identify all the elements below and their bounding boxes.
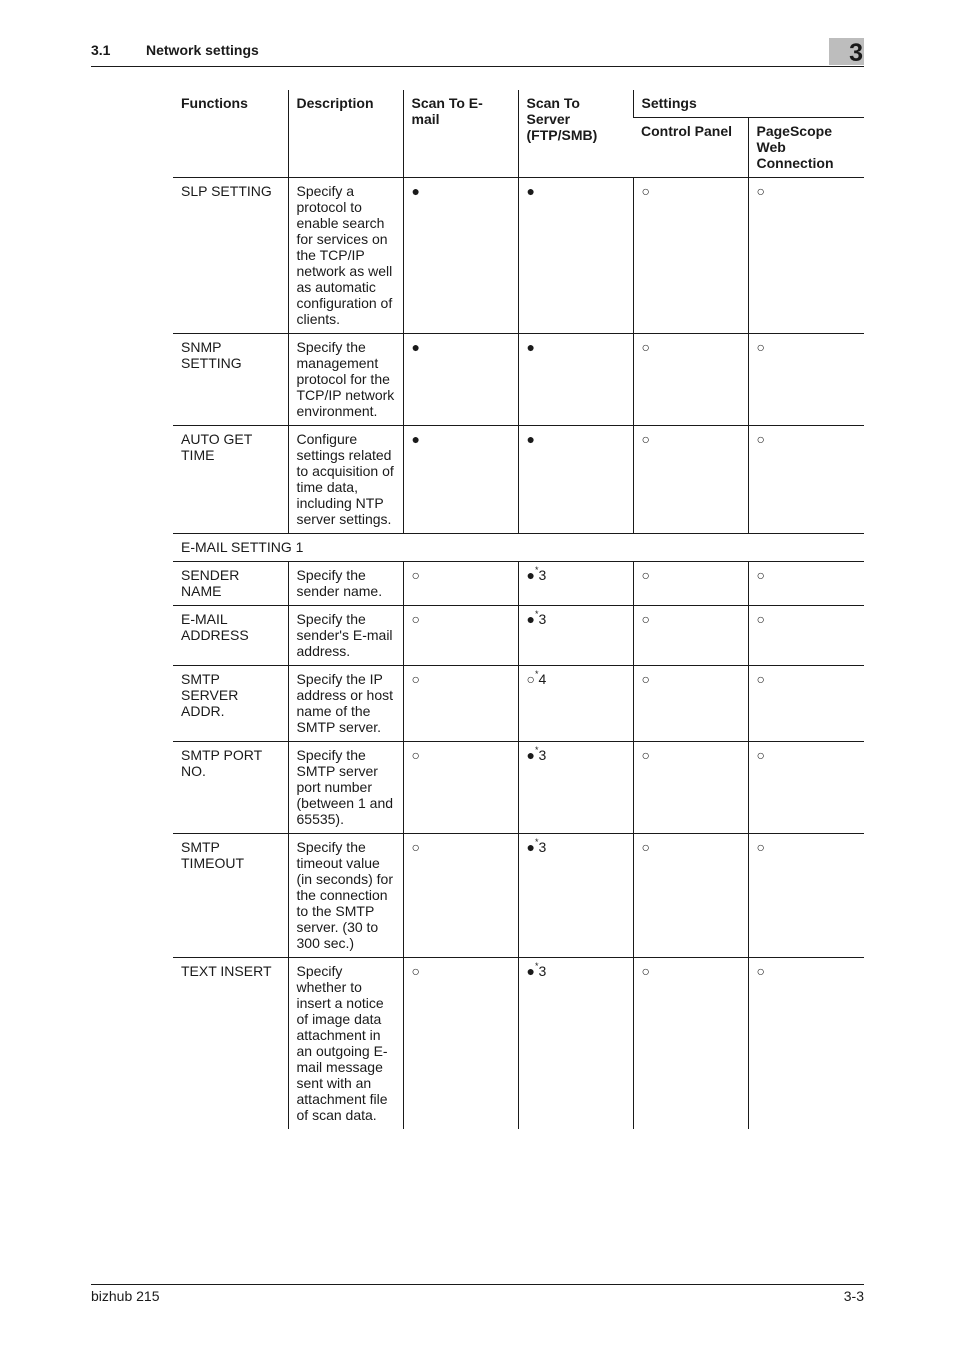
section-number: 3.1 [91,42,111,58]
pagescope-cell [748,666,864,742]
mark-symbol: ○ [411,839,420,855]
availability-mark [527,963,547,979]
availability-mark [757,431,765,447]
mark-symbol: ○ [756,339,765,355]
header-scan-to-server: Scan To Server (FTP/SMB) [518,90,633,178]
footnote-number: 3 [538,963,547,979]
availability-mark [527,339,535,355]
pagescope-cell [748,178,864,334]
function-cell: SLP SETTING [173,178,288,334]
pagescope-cell [748,742,864,834]
section-label: E-MAIL SETTING 1 [173,534,864,562]
mark-symbol: ○ [756,671,765,687]
table-row [173,426,864,534]
footnote-asterisk: * [534,961,539,972]
mark-symbol: ○ [756,567,765,583]
function-cell: SMTP TIMEOUT [173,834,288,958]
header-pagescope: PageScope Web Connection [748,118,864,178]
pagescope-cell [748,606,864,666]
mark-symbol: ○ [756,747,765,763]
table-row [173,334,864,426]
mark-symbol: ○ [411,611,420,627]
pagescope-cell [748,426,864,534]
scan-to-email-cell [403,958,518,1130]
control-panel-cell [633,562,748,606]
availability-mark [642,839,650,855]
function-cell: E-MAIL ADDRESS [173,606,288,666]
mark-symbol: ○ [411,567,420,583]
mark-symbol: ○ [641,431,650,447]
scan-to-server-cell [518,426,633,534]
page-footer [91,1284,864,1304]
availability-mark [642,183,650,199]
availability-mark [412,671,420,687]
availability-mark [757,963,765,979]
availability-mark [527,671,547,687]
function-cell: AUTO GET TIME [173,426,288,534]
header-control-panel: Control Panel [633,118,748,178]
availability-mark [527,747,547,763]
scan-to-email-cell [403,562,518,606]
mark-symbol: ○ [641,567,650,583]
table-row [173,178,864,334]
mark-symbol: ○ [411,747,420,763]
mark-symbol: ● [526,567,535,583]
availability-mark [412,431,420,447]
scan-to-server-cell [518,606,633,666]
mark-symbol: ○ [641,611,650,627]
mark-symbol: ○ [756,431,765,447]
availability-mark [527,839,547,855]
mark-symbol: ○ [411,671,420,687]
control-panel-cell [633,958,748,1130]
footnote-number: 3 [538,567,547,583]
table-row [173,742,864,834]
description-cell: Specify the SMTP server port number (between 1 and 65535). [288,742,403,834]
scan-to-server-cell [518,178,633,334]
mark-symbol: ○ [756,611,765,627]
availability-mark [642,747,650,763]
availability-mark [757,567,765,583]
availability-mark [412,963,420,979]
network-settings-table [173,90,864,1129]
description-cell: Configure settings related to acquisition of time data, including NTP server settings. [288,426,403,534]
mark-symbol: ○ [756,963,765,979]
availability-mark [412,183,420,199]
mark-symbol: ● [411,339,420,355]
description-cell: Specify the sender's E-mail address. [288,606,403,666]
availability-mark [642,671,650,687]
footnote-number: 3 [538,611,547,627]
control-panel-cell [633,834,748,958]
availability-mark [412,747,420,763]
description-cell: Specify the sender name. [288,562,403,606]
page-header [91,38,864,67]
mark-symbol: ○ [756,183,765,199]
availability-mark [412,611,420,627]
header-settings: Settings [633,90,864,118]
scan-to-email-cell [403,178,518,334]
table-row [173,562,864,606]
mark-symbol: ● [526,611,535,627]
scan-to-email-cell [403,834,518,958]
availability-mark [527,183,535,199]
header-scan-to-email: Scan To E-mail [403,90,518,178]
availability-mark [642,339,650,355]
header-description: Description [288,90,403,178]
section-row [173,534,864,562]
scan-to-server-cell [518,834,633,958]
control-panel-cell [633,606,748,666]
pagescope-cell [748,334,864,426]
availability-mark [412,567,420,583]
mark-symbol: ● [526,339,535,355]
scan-to-server-cell [518,334,633,426]
table-body [173,178,864,1130]
scan-to-server-cell [518,742,633,834]
availability-mark [642,611,650,627]
description-cell: Specify the IP address or host name of the SMTP server. [288,666,403,742]
footnote-number: 4 [538,671,547,687]
availability-mark [757,839,765,855]
scan-to-email-cell [403,334,518,426]
availability-mark [642,567,650,583]
control-panel-cell [633,742,748,834]
mark-symbol: ○ [641,839,650,855]
availability-mark [412,839,420,855]
chapter-badge: 3 [829,38,864,65]
availability-mark [642,431,650,447]
scan-to-email-cell [403,426,518,534]
function-cell: SENDER NAME [173,562,288,606]
mark-symbol: ● [411,431,420,447]
scan-to-server-cell [518,666,633,742]
function-cell: SMTP PORT NO. [173,742,288,834]
availability-mark [757,671,765,687]
footnote-asterisk: * [534,745,539,756]
mark-symbol: ● [526,747,535,763]
control-panel-cell [633,666,748,742]
footnote-asterisk: * [534,669,539,680]
scan-to-server-cell [518,958,633,1130]
table-row [173,606,864,666]
mark-symbol: ○ [641,671,650,687]
mark-symbol: ○ [641,339,650,355]
description-cell: Specify the management protocol for the TCP/IP network environment. [288,334,403,426]
availability-mark [412,339,420,355]
table-row [173,834,864,958]
pagescope-cell [748,562,864,606]
footnote-asterisk: * [534,837,539,848]
mark-symbol: ○ [526,671,535,687]
mark-symbol: ○ [756,839,765,855]
footnote-number: 3 [538,747,547,763]
mark-symbol: ● [526,183,535,199]
mark-symbol: ● [411,183,420,199]
function-cell: SMTP SERVER ADDR. [173,666,288,742]
header-functions: Functions [173,90,288,178]
mark-symbol: ○ [641,963,650,979]
availability-mark [757,339,765,355]
availability-mark [527,611,547,627]
function-cell: TEXT INSERT [181,963,272,979]
function-cell: SNMP SETTING [173,334,288,426]
control-panel-cell [633,334,748,426]
footnote-number: 3 [538,839,547,855]
scan-to-server-cell [518,562,633,606]
page-number: 3-3 [843,1288,864,1304]
description-cell: Specify a protocol to enable search for services on the TCP/IP network as well as automatic configuration of clients. [288,178,403,334]
mark-symbol: ○ [641,747,650,763]
scan-to-email-cell [403,666,518,742]
availability-mark [642,963,650,979]
pagescope-cell [748,834,864,958]
section-title: Network settings [146,42,259,58]
footnote-asterisk: * [534,609,539,620]
availability-mark [527,431,535,447]
description-cell: Specify the timeout value (in seconds) for the connection to the SMTP server. (30 to 300 sec.) [288,834,403,958]
mark-symbol: ○ [411,963,420,979]
mark-symbol: ● [526,839,535,855]
description-cell: Specify whether to insert a notice of image data attachment in an outgoing E-mail message sent with an attachment file of scan data. [288,958,403,1130]
mark-symbol: ○ [641,183,650,199]
availability-mark [757,183,765,199]
pagescope-cell [748,958,864,1130]
footnote-asterisk: * [534,565,539,576]
model-name: bizhub 215 [91,1288,160,1304]
mark-symbol: ● [526,431,535,447]
availability-mark [757,747,765,763]
control-panel-cell [633,178,748,334]
availability-mark [527,567,547,583]
mark-symbol: ● [526,963,535,979]
scan-to-email-cell [403,742,518,834]
availability-mark [757,611,765,627]
scan-to-email-cell [403,606,518,666]
table-row [173,666,864,742]
table-row [173,958,864,1130]
control-panel-cell [633,426,748,534]
